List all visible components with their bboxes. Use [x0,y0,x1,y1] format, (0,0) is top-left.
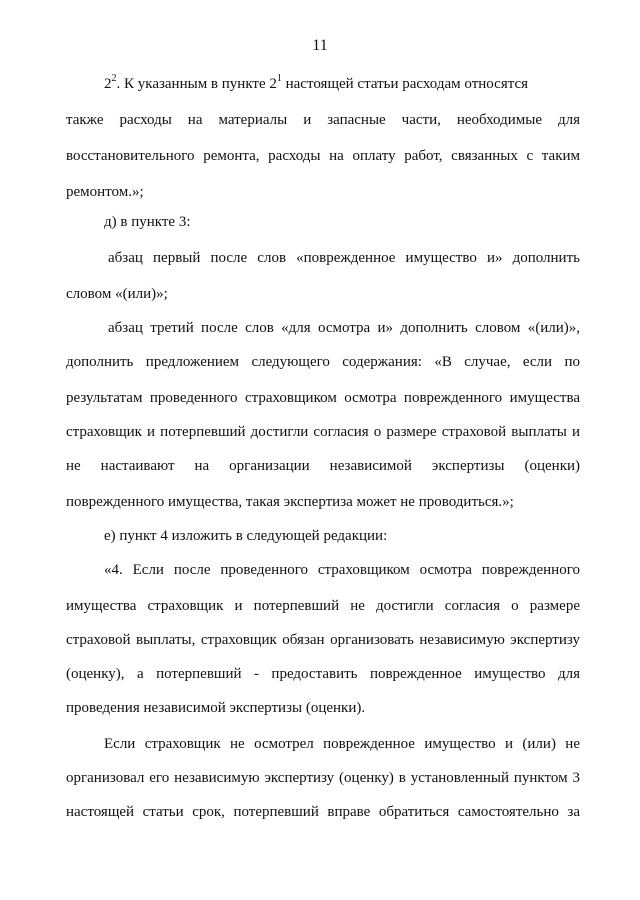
paragraph-line: организовал его независимую экспертизу (оценку) в установленный пунктом 3 [66,770,580,786]
paragraph-line: д) в пункте 3: [104,214,191,230]
paragraph-line: абзац третий после слов «для осмотра и» дополнить словом «(или)», [108,320,580,336]
paragraph-line: (оценку), а потерпевший - предоставить поврежденное имущество для [66,666,580,682]
paragraph-line: страховой выплаты, страховщик обязан организовать независимую экспертизу [66,632,580,648]
paragraph-line [104,74,580,94]
superscript: 1 [276,73,282,84]
paragraph-line: проведения независимой экспертизы (оценки). [66,700,366,716]
paragraph-line: не настаивают на организации независимой экспертизы (оценки) [66,458,580,474]
paragraph-line: ремонтом.»; [66,184,144,200]
superscript: 2 [111,73,117,84]
text-span: настоящей статьи расходам относятся [281,76,529,92]
paragraph-line: е) пункт 4 изложить в следующей редакции: [104,528,388,544]
paragraph-line: имущества страховщик и потерпевший не достигли согласия о размере [66,598,580,614]
paragraph-line: также расходы на материалы и запасные части, необходимые для [66,112,580,128]
paragraph-line: восстановительного ремонта, расходы на оплату работ, связанных с таким [66,148,580,164]
paragraph-line: настоящей статьи срок, потерпевший вправе обратиться самостоятельно за [66,804,580,820]
page-number: 11 [312,37,328,54]
paragraph-number: 2 [104,76,112,92]
paragraph-line: страховщик и потерпевший достигли согласия о размере страховой выплаты и [66,424,580,440]
paragraph-line: результатам проведенного страховщиком осмотра поврежденного имущества [66,390,580,406]
paragraph-line: словом «(или)»; [66,286,168,302]
paragraph-line: поврежденного имущества, такая экспертиза может не проводиться.»; [66,494,514,510]
paragraph-line: дополнить предложением следующего содержания: «В случае, если по [66,354,580,370]
text-span: . К указанным в пункте 2 [116,76,277,92]
paragraph-line: абзац первый после слов «поврежденное имущество и» дополнить [108,250,580,266]
paragraph-line: «4. Если после проведенного страховщиком осмотра поврежденного [104,562,580,578]
paragraph-line: Если страховщик не осмотрел поврежденное имущество и (или) не [104,736,580,752]
